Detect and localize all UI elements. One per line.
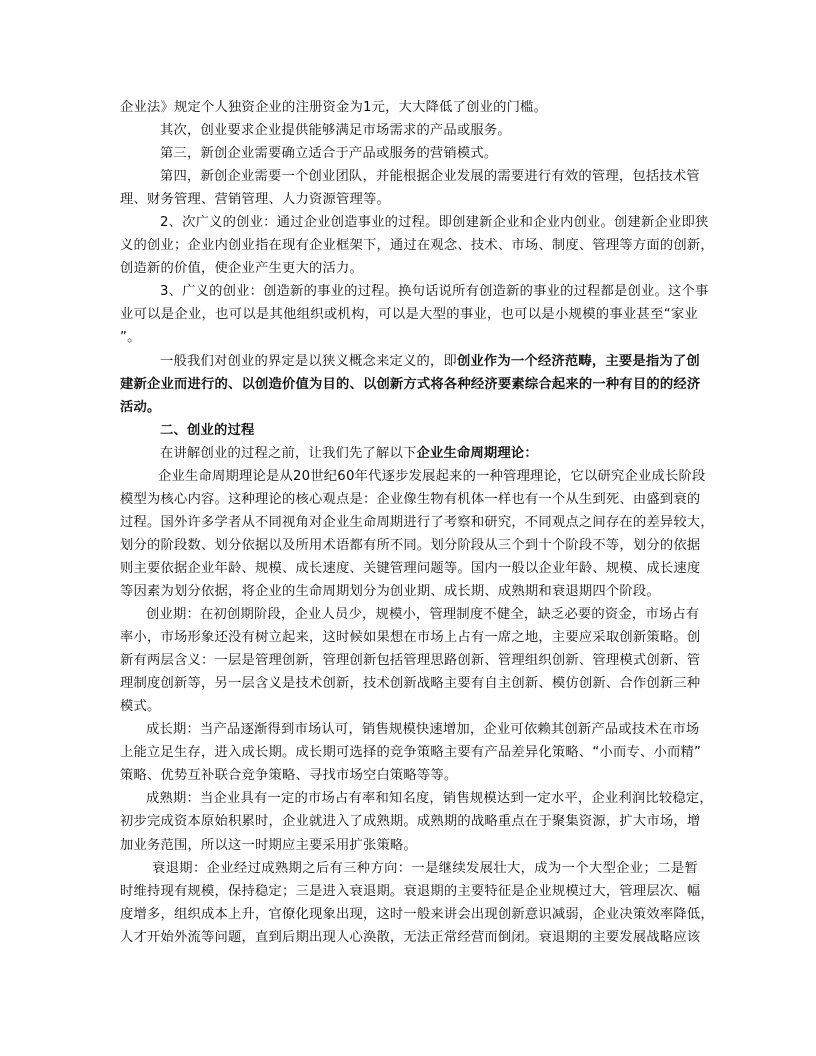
text-run: 过程。国外许多学者从不同视角对企业生命周期进行了考察和研究，不同观点之间存在的差异较大，: [120, 514, 714, 530]
text-line: [120, 280, 709, 303]
text-run: 其次，创业要求企业提供能够满足市场需求的产品或服务。: [160, 123, 511, 139]
text-line: [120, 695, 698, 718]
text-run: 上能立足生存，进入成长期。成长期可选择的竞争策略主要有产品差异化策略、“小而专、小而精”: [120, 745, 702, 761]
text-line: [120, 165, 698, 188]
text-run: 初步完成资本原始积累时，企业就进入了成熟期。成熟期的战略重点在于聚集资源，扩大市场，增: [120, 814, 701, 830]
text-run: 等因素为划分依据，将企业的生命周期划分为创业期、成长期、成熟期和衰退期四个阶段。: [120, 583, 660, 599]
text-run: 则主要依据企业年龄、规模、成长速度、关键管理问题等。国内一般以企业年龄、规模、成长速度: [120, 560, 701, 576]
text-line: [120, 626, 701, 649]
text-line: [120, 442, 698, 465]
text-line: [120, 119, 698, 142]
text-run: 业可以是企业，也可以是其他组织或机构，可以是大型的事业，也可以是小规模的事业甚至“家业: [120, 307, 698, 323]
text-line: [120, 188, 698, 211]
text-line: [120, 303, 698, 326]
text-run: 模式。: [120, 699, 161, 715]
text-line: [120, 603, 698, 626]
text-run: 一般我们对创业的界定是以狭义概念来定义的，即: [160, 353, 457, 369]
text-run: ”。: [120, 330, 141, 346]
text-line: [120, 350, 698, 373]
text-line: [120, 787, 713, 810]
text-line: [120, 96, 698, 119]
text-run: 度增多，组织成本上升，官僚化现象出现，这时一般来讲会出现创新意识减弱，企业决策效率降低，: [120, 906, 714, 922]
text-line: [120, 211, 709, 234]
text-line: [120, 465, 706, 488]
text-run: 成熟期：当企业具有一定的市场占有率和知名度，销售规模达到一定水平，企业利润比较稳定，: [146, 791, 713, 807]
text-line: [120, 396, 698, 419]
text-line: [120, 741, 702, 764]
text-line: [120, 672, 701, 695]
text-line: [120, 419, 698, 442]
text-run: 3、广义的创业：创造新的事业的过程。换句话说所有创造新的事业的过程都是创业。这个事: [160, 284, 709, 300]
text-line: [120, 534, 701, 557]
text-run: 2、次广义的创业：通过企业创造事业的过程。即创建新企业和企业内创业。创建新企业即狭: [160, 215, 709, 231]
text-run: 时维持现有规模，保持稳定；三是进入衰退期。衰退期的主要特征是企业规模过大，管理层次、幅: [120, 883, 701, 899]
text-line: [120, 580, 698, 603]
text-line: [120, 649, 701, 672]
bold-text-run: 建新企业而进行的、以创造价值为目的、以创新方式将各种经济要素综合起来的一种有目的的经济: [120, 376, 701, 392]
text-run: 第四，新创企业需要一个创业团队，并能根据企业发展的需要进行有效的管理，包括技术管: [160, 169, 700, 185]
text-run: 新有两层含义：一层是管理创新，管理创新包括管理思路创新、管理组织创新、管理模式创新、管: [120, 653, 701, 669]
text-line: [120, 926, 701, 949]
text-run: 划分的阶段数、划分依据以及所用术语都有所不同。划分阶段从三个到十个阶段不等，划分的依据: [120, 537, 701, 553]
text-run: 加业务范围，所以这一时期应主要采用扩张策略。: [120, 837, 417, 853]
text-line: [120, 764, 698, 787]
bold-text-run: 二、创业的过程: [160, 422, 255, 438]
text-line: [120, 257, 698, 280]
text-run: 企业法》规定个人独资企业的注册资金为1元，大大降低了创业的门槛。: [120, 100, 548, 115]
text-run: 创业期：在初创期阶段，企业人员少，规模小，管理制度不健全，缺乏必要的资金，市场占有: [146, 607, 700, 623]
text-line: [120, 142, 698, 165]
bold-text-run: 创业作为一个经济范畴，主要是指为了创: [456, 353, 700, 369]
text-run: 率小，市场形象还没有树立起来，这时候如果想在市场上占有一席之地，主要应采取创新策略。创: [120, 630, 701, 646]
text-line: [120, 373, 701, 396]
text-line: [120, 234, 714, 257]
bold-text-run: 企业生命周期理论：: [416, 445, 538, 461]
text-line: [120, 488, 701, 511]
text-line: [120, 557, 701, 580]
text-line: [120, 880, 701, 903]
text-run: 创造新的价值，使企业产生更大的活力。: [120, 261, 363, 277]
text-line: [120, 718, 698, 741]
text-line: [120, 810, 701, 833]
text-line: [120, 326, 698, 349]
text-run: 理、财务管理、营销管理、人力资源管理等。: [120, 192, 390, 208]
text-run: 成长期：当产品逐渐得到市场认可，销售规模快速增加，企业可依赖其创新产品或技术在市场: [146, 722, 700, 738]
text-line: [120, 857, 698, 880]
bold-text-run: 活动。: [120, 399, 161, 415]
document-body: [120, 96, 714, 949]
text-line: [120, 834, 698, 857]
text-run: 策略、优势互补联合竞争策略、寻找市场空白策略等等。: [120, 768, 458, 784]
text-run: 衰退期：企业经过成熟期之后有三种方向：一是继续发展壮大，成为一个大型企业；二是暂: [152, 860, 698, 876]
text-line: [120, 903, 714, 926]
text-run: 在讲解创业的过程之前，让我们先了解以下: [160, 445, 417, 461]
text-run: 模型为核心内容。这种理论的核心观点是：企业像生物有机体一样也有一个从生到死、由盛到衰的: [120, 491, 701, 507]
text-run: 第三，新创企业需要确立适合于产品或服务的营销模式。: [160, 146, 498, 162]
text-run: 义的创业；企业内创业指在现有企业框架下，通过在观念、技术、市场、制度、管理等方面的创新，: [120, 238, 714, 254]
text-run: 人才开始外流等问题，直到后期出现人心涣散，无法正常经营而倒闭。衰退期的主要发展战略应该: [120, 929, 701, 945]
text-run: 理制度创新等，另一层含义是技术创新，技术创新战略主要有自主创新、模仿创新、合作创新三种: [120, 676, 701, 692]
text-run: 企业生命周期理论是从20世纪60年代逐步发展起来的一种管理理论，它以研究企业成长阶段: [158, 468, 706, 484]
text-line: [120, 511, 714, 534]
